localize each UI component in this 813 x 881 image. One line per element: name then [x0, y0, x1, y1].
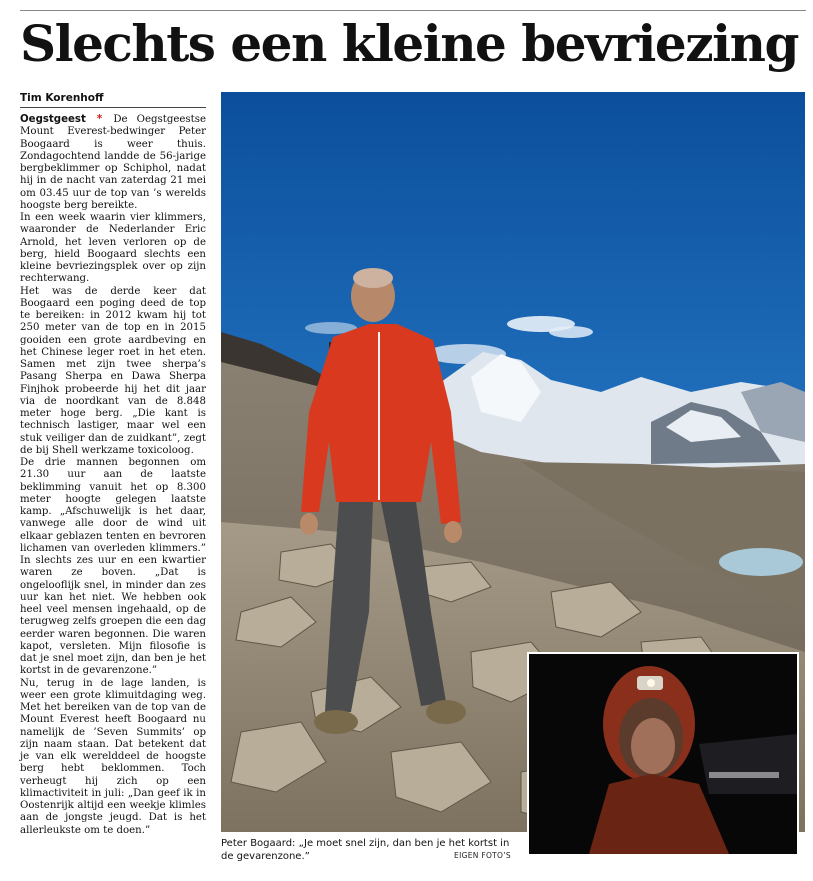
article-paragraph-4: De drie mannen begonnen om 21.30 uur aan de laatste beklimming vanuit het op 8.300 meter hoogte gelegen laatste kamp. „Afschuwelijk is het daar, vanwege alle door de wind uit elkaar geblazen tenten en bevroren lichamen van overleden klimmers.” In slechts zes uur en een kwartier waren ze boven. „Dat is ongelooflijk snel, in minder dan zes uur kan het niet. We hebben ook heel veel mensen ingehaald, op de terugweg zelfs groepen die een dag eerder waren begonnen. Die waren kapot, versleten. Mijn filosofie is dat je snel moet zijn, dan ben je het kortst in de gevarenzone.” [20, 457, 206, 677]
dateline: Oegstgeest [20, 114, 86, 125]
article-body [20, 114, 206, 837]
article-paragraph-text: De Oegstgeestse Mount Everest-bedwinger Peter Boogaard is weer thuis. Zondagochtend landde de 56-jarige bergbeklimmer op Schiphol, nadat hij in de nacht van zaterdag 21 mei om 03.45 uur de top van ’s werelds hoogste berg bereikte. [20, 114, 206, 211]
article-paragraph-3: Het was de derde keer dat Boogaard een poging deed de top te bereiken: in 2012 kwam hij tot 250 meter van de top en in 2015 gooiden een grote aardbeving en het Chinese leger roet in het eten. Samen met zijn twee sherpa’s Pasang Sherpa en Dawa Sherpa Finjhok probeerde hij het dit jaar via de noordkant van de 8.848 meter hoge berg. „Die kant is technisch lastiger, maar wel een stuk veiliger dan de zuidkant”, zegt de bij Shell werkzame toxicoloog. [20, 285, 206, 456]
photo-credit: EIGEN FOTO’S [454, 851, 511, 860]
article-paragraph-5: Nu, terug in de lage landen, is weer een grote klimuitdaging weg. Met het bereiken van de top van de Mount Everest heeft Boogaard nu namelijk de ’Seven Summits’ op zijn naam staan. Dat betekent dat je van elk werelddeel de hoogste berg hebt beklommen. Toch verheugt hij zich op een klimactiviteit in juli: „Dan geef ik in Oostenrijk altijd een weekje klimles aan de jongste jeugd. Dat is het allerleukste om te doen.” [20, 677, 206, 836]
article-paragraph-2: In een week waarin vier klimmers, waaronder de Nederlander Eric Arnold, het leven verloren op de berg, hield Boogaard slechts een kleine bevriezingsplek over op zijn rechterwang. [20, 212, 206, 285]
top-rule [20, 10, 806, 11]
headline: Slechts een kleine bevriezing [20, 14, 798, 73]
inset-photo-night-climber [527, 652, 799, 856]
dateline-star-icon: * [96, 114, 103, 125]
article-paragraph-1 [20, 114, 206, 212]
byline: Tim Korenhoff [20, 92, 206, 108]
photo-caption: Peter Bogaard: „Je moet snel zijn, dan ben je het kortst in de gevarenzone.” [221, 838, 510, 862]
